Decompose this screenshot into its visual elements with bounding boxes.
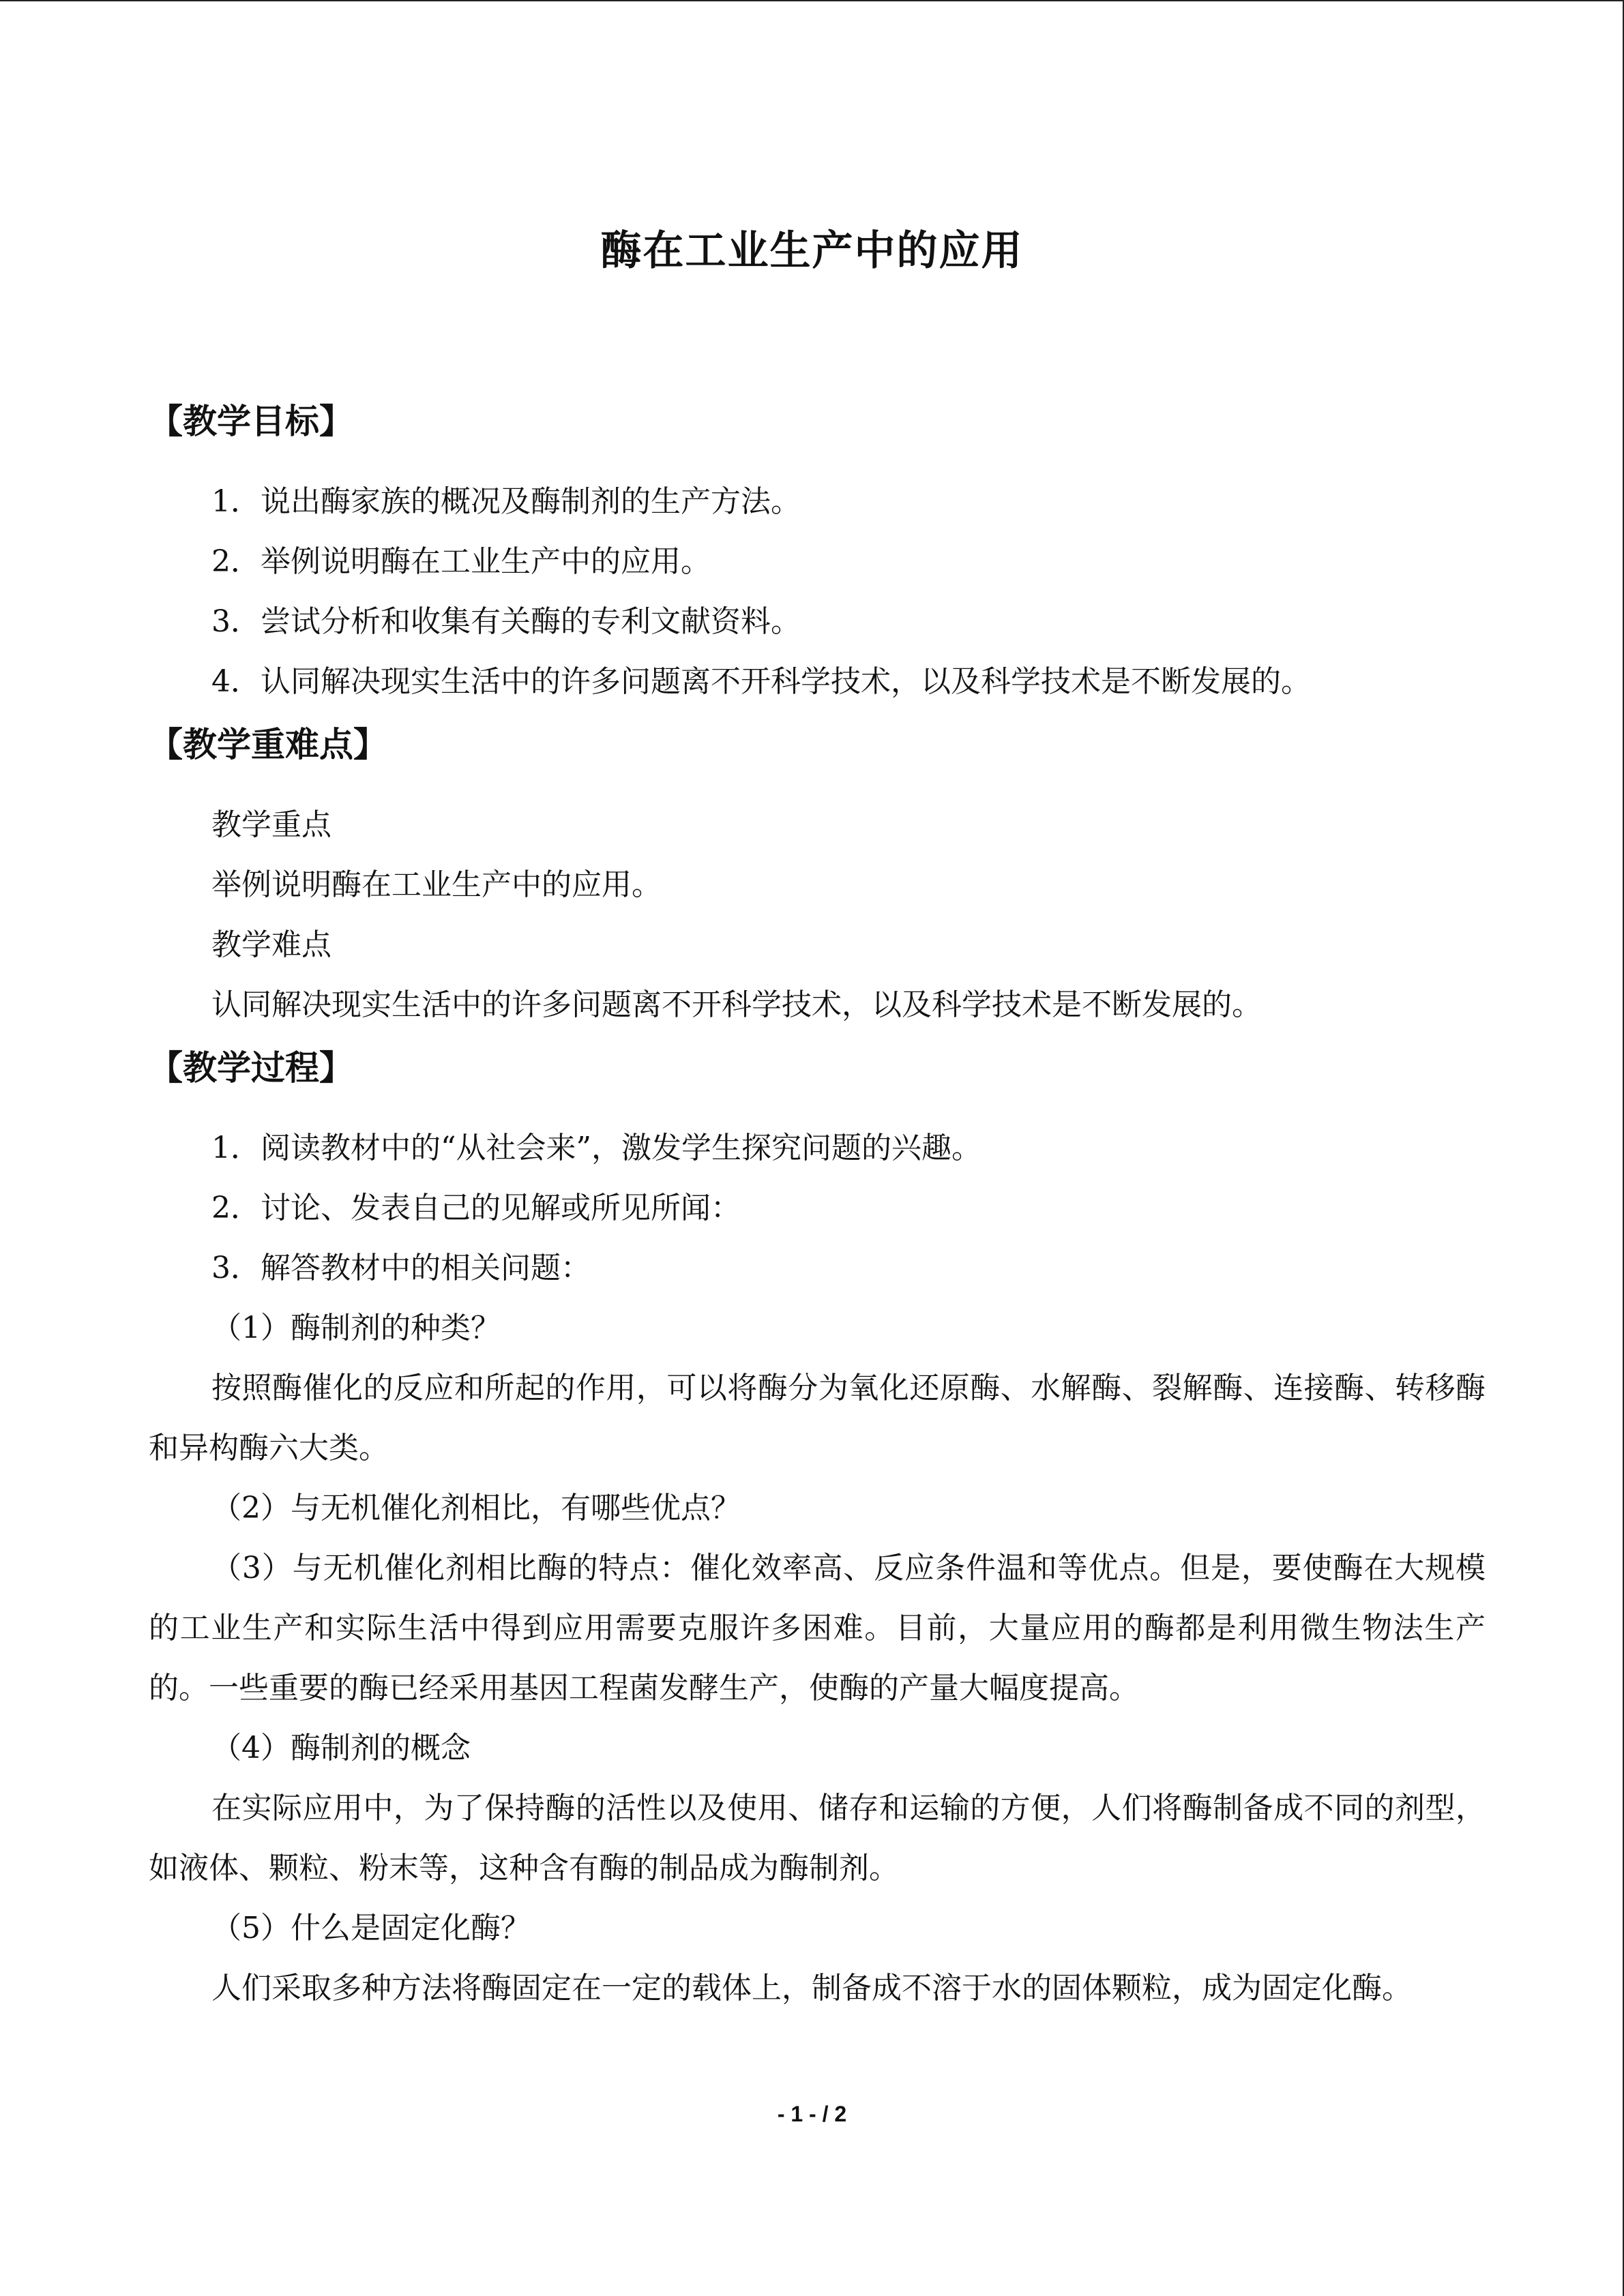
difficulty-label: 教学难点 <box>211 927 331 962</box>
page-number: - 1 - / 2 <box>777 2102 847 2126</box>
answer-4: 在实际应用中，为了保持酶的活性以及使用、储存和运输的方便，人们将酶制备成不同的剂型，如液体、颗粒、粉末等，这种含有酶的制品成为酶制剂。 <box>149 1791 1486 1885</box>
process-step: 2．讨论、发表自己的见解或所见所闻： <box>211 1191 741 1225</box>
process-step: 3．解答教材中的相关问题： <box>211 1251 591 1285</box>
answer-3: （3）与无机催化剂相比酶的特点：催化效率高、反应条件温和等优点。但是，要使酶在大规模的工业生产和实际生活中得到应用需要克服许多困难。目前，大量应用的酶都是利用微生物法生产的。一些重要的酶已经采用基因工程菌发酵生产，使酶的产量大幅度提高。 <box>149 1551 1486 1705</box>
section-heading-key-points: 【教学重难点】 <box>149 724 387 764</box>
objective-item: 3．尝试分析和收集有关酶的专利文献资料。 <box>211 604 801 639</box>
process-step: 1．阅读教材中的“从社会来”，激发学生探究问题的兴趣。 <box>211 1131 981 1165</box>
question-5: （5）什么是固定化酶？ <box>211 1911 531 1945</box>
focus-label: 教学重点 <box>211 807 331 842</box>
document-body <box>149 389 1486 2018</box>
objective-item: 4．认同解决现实生活中的许多问题离不开科学技术，以及科学技术是不断发展的。 <box>211 664 1311 699</box>
question-1: （1）酶制剂的种类？ <box>211 1311 501 1345</box>
answer-5: 人们采取多种方法将酶固定在一定的载体上，制备成不溶于水的固体颗粒，成为固定化酶。 <box>211 1971 1412 2006</box>
answer-1: 按照酶催化的反应和所起的作用，可以将酶分为氧化还原酶、水解酶、裂解酶、连接酶、转移酶和异构酶六大类。 <box>149 1371 1486 1465</box>
section-heading-objectives: 【教学目标】 <box>149 401 353 441</box>
objective-item: 1．说出酶家族的概况及酶制剂的生产方法。 <box>211 484 801 519</box>
page-title: 酶在工业生产中的应用 <box>600 227 1024 275</box>
question-2: （2）与无机催化剂相比，有哪些优点？ <box>211 1491 741 1525</box>
focus-text: 举例说明酶在工业生产中的应用。 <box>211 867 662 902</box>
difficulty-text: 认同解决现实生活中的许多问题离不开科学技术，以及科学技术是不断发展的。 <box>211 987 1262 1022</box>
objective-item: 2．举例说明酶在工业生产中的应用。 <box>211 544 711 579</box>
question-4: （4）酶制剂的概念 <box>211 1731 471 1765</box>
section-heading-process: 【教学过程】 <box>149 1047 353 1088</box>
